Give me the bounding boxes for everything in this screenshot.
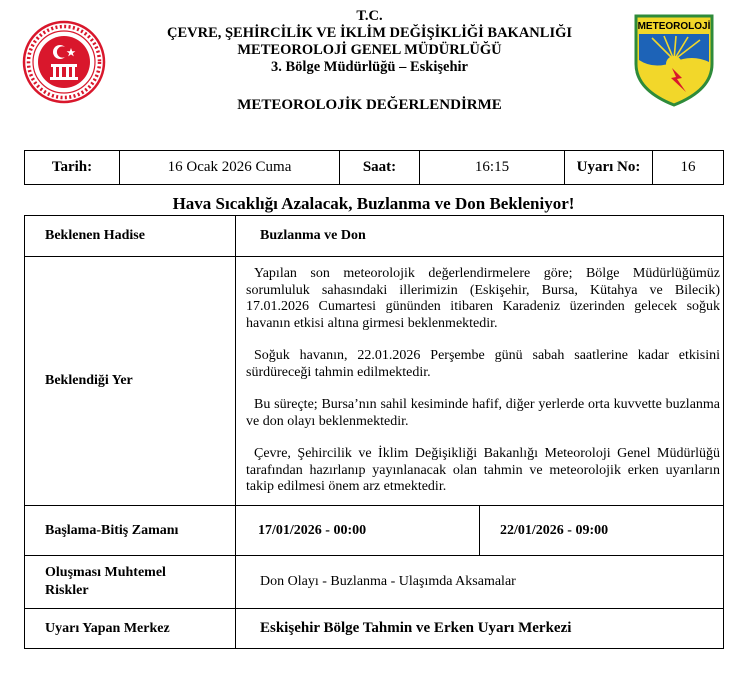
risks-label: Oluşması Muhtemel Riskler (25, 556, 236, 609)
row-expected-event (25, 216, 724, 257)
time-label: Saat: (340, 151, 420, 185)
expected-place-label: Beklendiği Yer (25, 257, 236, 506)
logo-text: METEOROLOJİ (637, 21, 711, 32)
warning-no-value: 16 (653, 151, 724, 185)
date-label: Tarih: (25, 151, 120, 185)
row-expected-place (25, 257, 724, 506)
warning-details-table (24, 215, 724, 649)
info-table (24, 150, 724, 185)
org-line-region: 3. Bölge Müdürlüğü – Eskişehir (271, 59, 468, 75)
document-title: METEOROLOJİK DEĞERLENDİRME (237, 97, 502, 113)
risks-value: Don Olayı - Buzlanma - Ulaşımda Aksamalar (236, 556, 724, 609)
time-value: 16:15 (420, 151, 565, 185)
document-header (0, 0, 739, 150)
meteoroloji-logo-icon (632, 12, 716, 108)
place-paragraph: Çevre, Şehircilik ve İklim Değişikliği Bakanlığı Meteoroloji Genel Müdürlüğü tarafından hazırlanıp yayınlanacak olan tahmin ve meteorolojik erken uyarıların takip edilmesi önem arz etmektedir. (246, 446, 721, 495)
issuing-center-label: Uyarı Yapan Merkez (25, 609, 236, 649)
org-line-directorate: METEOROLOJİ GENEL MÜDÜRLÜĞÜ (237, 42, 502, 58)
end-time-value: 22/01/2026 - 09:00 (480, 506, 724, 556)
org-line-ministry: ÇEVRE, ŞEHİRCİLİK VE İKLİM DEĞİŞİKLİĞİ BAKANLIĞI (166, 25, 573, 41)
place-paragraph: Yapılan son meteorolojik değerlendirmelere göre; Bölge Müdürlüğümüz sorumluluk sahasındaki illerimizin (Eskişehir, Bursa, Kütahya ve Bilecik) 17.01.2026 Cumartesi gününden itibaren Karadeniz üzerinden gelecek soğuk havanın etkisi altına girmesi beklenmektedir. (246, 266, 721, 331)
warning-headline: Hava Sıcaklığı Azalacak, Buzlanma ve Don Bekleniyor! (172, 194, 575, 213)
start-time-value: 17/01/2026 - 00:00 (236, 506, 480, 556)
org-line-tc: T.C. (356, 8, 383, 24)
expected-place-text (236, 257, 724, 506)
date-value: 16 Ocak 2026 Cuma (120, 151, 340, 185)
row-time-range (25, 506, 724, 556)
place-paragraph: Soğuk havanın, 22.01.2026 Perşembe günü sabah saatlerine kadar etkisini sürdüreceği tahmin edilmektedir. (246, 348, 721, 380)
place-paragraph: Bu süreçte; Bursa’nın sahil kesiminde hafif, diğer yerlerde orta kuvvette buzlanma ve don olayı beklenmektedir. (246, 397, 721, 429)
row-issuing-center (25, 609, 724, 649)
warning-no-label: Uyarı No: (565, 151, 653, 185)
expected-event-value: Buzlanma ve Don (236, 216, 724, 257)
time-range-label: Başlama-Bitiş Zamanı (25, 506, 236, 556)
issuing-center-value: Eskişehir Bölge Tahmin ve Erken Uyarı Merkezi (236, 609, 724, 649)
expected-event-label: Beklenen Hadise (25, 216, 236, 257)
row-risks (25, 556, 724, 609)
